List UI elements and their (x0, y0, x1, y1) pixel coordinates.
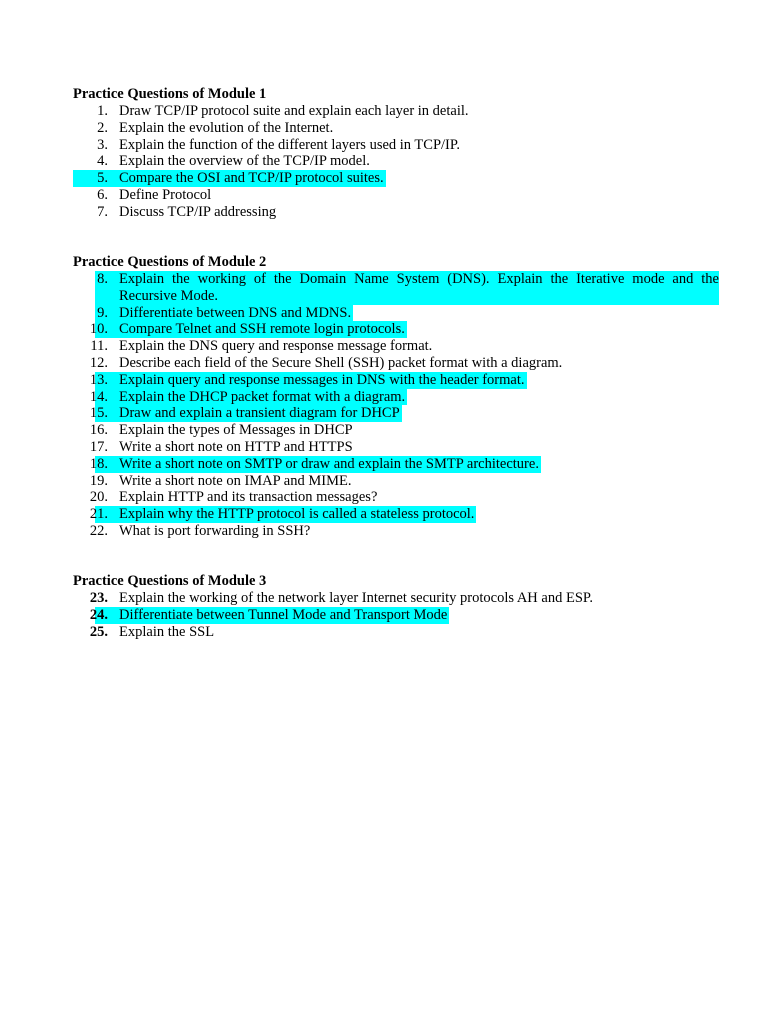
question-item (73, 103, 703, 120)
question-item (73, 355, 703, 372)
question-text: Compare Telnet and SSH remote login protocols. (119, 321, 405, 338)
question-text: Compare the OSI and TCP/IP protocol suites. (119, 170, 384, 187)
question-item-highlighted (95, 271, 719, 305)
question-number: 23. (89, 590, 108, 606)
question-number: 15. (89, 405, 108, 422)
question-text: Explain why the HTTP protocol is called a stateless protocol. (119, 506, 475, 523)
module-1-heading: Practice Questions of Module 1 (73, 86, 267, 102)
question-text: Draw and explain a transient diagram for DHCP (119, 405, 400, 422)
question-number: 1. (97, 103, 108, 119)
question-item (73, 204, 703, 221)
question-item (73, 439, 703, 456)
module-1-section (73, 86, 703, 221)
question-item-highlighted (73, 405, 703, 422)
question-text: Write a short note on IMAP and MIME. (119, 472, 352, 489)
question-text: Write a short note on SMTP or draw and explain the SMTP architecture. (119, 455, 539, 472)
question-item-highlighted (73, 170, 703, 187)
question-item-highlighted (73, 506, 703, 523)
question-text: What is port forwarding in SSH? (119, 522, 311, 539)
question-text: Explain the DNS query and response message format. (119, 338, 433, 355)
question-text: Explain HTTP and its transaction messages? (119, 489, 378, 506)
question-number: 12. (89, 354, 108, 371)
question-text: Differentiate between DNS and MDNS. (119, 304, 352, 321)
question-text: Discuss TCP/IP addressing (119, 203, 277, 220)
question-item (73, 338, 703, 355)
question-text: Describe each field of the Secure Shell (SSH) packet format with a diagram. (119, 354, 563, 371)
question-item-highlighted (73, 321, 703, 338)
question-item (73, 523, 703, 540)
question-item-highlighted (73, 305, 703, 322)
question-text: Explain the overview of the TCP/IP model. (119, 153, 370, 170)
question-number: 13. (89, 371, 108, 388)
question-number: 14. (89, 388, 108, 405)
question-text: Explain the DHCP packet format with a diagram. (119, 388, 406, 405)
module-2-question-list (73, 271, 719, 540)
question-item (73, 473, 703, 490)
question-item (73, 120, 703, 137)
module-2-section (73, 254, 719, 540)
question-item (73, 489, 703, 506)
question-text: Explain the SSL (119, 623, 215, 640)
question-number: 16. (89, 422, 108, 439)
question-number: 24. (89, 606, 108, 623)
question-number: 22. (89, 522, 108, 539)
question-text: Define Protocol (119, 186, 212, 203)
question-number: 8. (97, 271, 108, 287)
question-number: 20. (89, 489, 108, 506)
question-item (73, 137, 703, 154)
question-number: 21. (89, 506, 108, 523)
module-3-heading: Practice Questions of Module 3 (73, 573, 267, 589)
question-text: Explain query and response messages in DNS with the header format. (119, 371, 525, 388)
question-item (73, 422, 703, 439)
question-item (73, 153, 703, 170)
question-text: Explain the function of the different layers used in TCP/IP. (119, 136, 460, 153)
module-2-heading: Practice Questions of Module 2 (73, 254, 267, 270)
question-text: Differentiate between Tunnel Mode and Transport Mode (119, 606, 448, 623)
question-text: Write a short note on HTTP and HTTPS (119, 438, 353, 455)
module-3-question-list (73, 590, 703, 640)
question-number: 9. (97, 304, 108, 321)
question-number: 17. (89, 438, 108, 455)
question-text: Draw TCP/IP protocol suite and explain each layer in detail. (119, 103, 469, 119)
question-number: 5. (97, 170, 108, 187)
question-item (73, 187, 703, 204)
question-number: 10. (89, 321, 108, 338)
question-number: 18. (89, 455, 108, 472)
question-number: 3. (97, 136, 108, 153)
question-text: Explain the working of the Domain Name System (DNS). Explain the Iterative mode and the Recursive Mode. (119, 271, 719, 304)
module-3-section (73, 573, 703, 640)
module-1-question-list (73, 103, 703, 221)
question-number: 11. (90, 338, 108, 355)
question-number: 6. (97, 186, 108, 203)
question-text: Explain the types of Messages in DHCP (119, 422, 353, 439)
question-text: Explain the evolution of the Internet. (119, 119, 334, 136)
question-item-highlighted (73, 607, 703, 624)
question-number: 7. (97, 203, 108, 220)
question-item-highlighted (73, 456, 703, 473)
question-text: Explain the working of the network layer Internet security protocols AH and ESP. (119, 590, 593, 606)
question-item (73, 590, 703, 607)
question-number: 25. (89, 623, 108, 640)
question-item-highlighted (73, 389, 703, 406)
question-number: 2. (97, 119, 108, 136)
question-item-highlighted (73, 372, 703, 389)
question-number: 19. (89, 472, 108, 489)
question-number: 4. (97, 153, 108, 170)
question-item (73, 624, 703, 641)
